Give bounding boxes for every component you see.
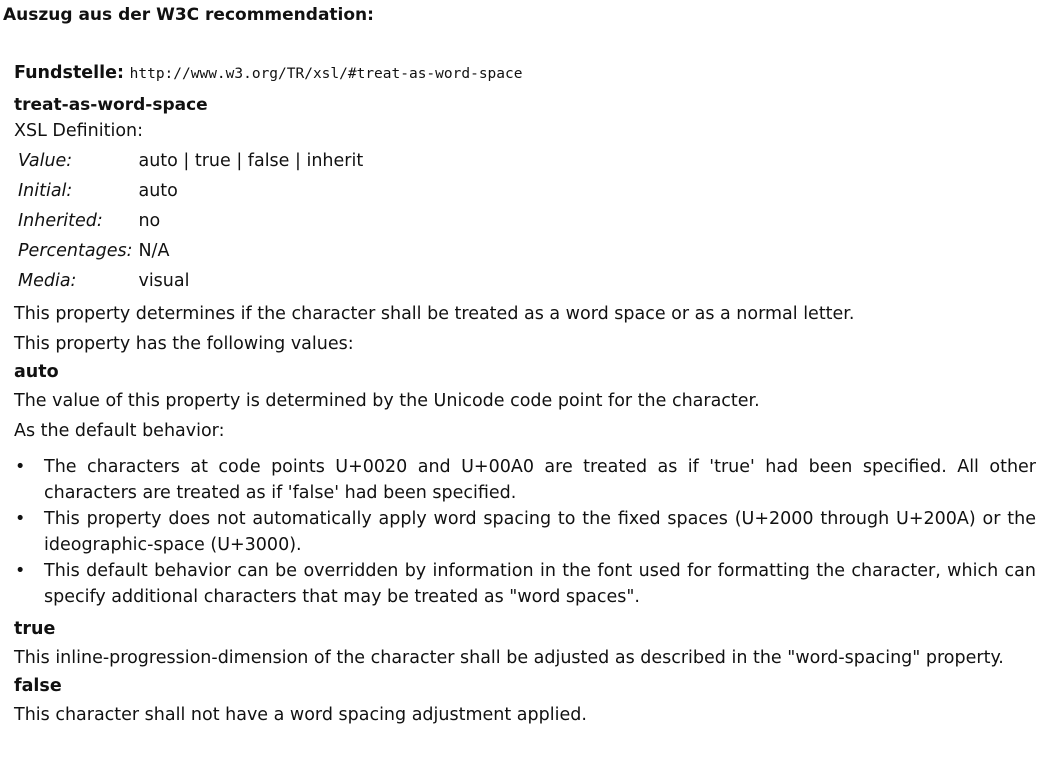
bullet-icon: • — [15, 561, 26, 581]
list-item — [15, 454, 1036, 506]
true-description: This inline-progression-dimension of the character shall be adjusted as described in the "word-spacing" property. — [14, 648, 1004, 668]
default-behavior-intro: As the default behavior: — [14, 421, 225, 441]
definition-row-percentages — [16, 236, 367, 266]
page-heading: Auszug aus der W3C recommendation: — [3, 5, 374, 25]
definition-value: auto | true | false | inherit — [138, 151, 364, 171]
definition-row-media — [16, 266, 367, 296]
value-term-false: false — [14, 676, 62, 696]
source-label: Fundstelle: — [14, 63, 125, 83]
document-content — [14, 60, 1036, 730]
default-behavior-list — [14, 454, 1036, 610]
definition-key: Initial: — [18, 181, 73, 201]
list-item — [15, 558, 1036, 610]
false-description: This character shall not have a word spacing adjustment applied. — [14, 705, 587, 725]
definition-row-inherited — [16, 206, 367, 236]
definition-key: Value: — [18, 151, 73, 171]
definition-value: auto — [138, 181, 178, 201]
definition-value: N/A — [138, 241, 170, 261]
source-reference — [14, 60, 1036, 86]
property-description: This property determines if the character shall be treated as a word space or as a normal letter. — [14, 304, 855, 324]
source-url: http://www.w3.org/TR/xsl/#treat-as-word-space — [129, 66, 523, 82]
definition-value: no — [138, 211, 161, 231]
definition-key: Media: — [18, 271, 77, 291]
definition-value: visual — [138, 271, 190, 291]
list-item-text: This default behavior can be overridden by information in the font used for formatting the character, which can specify additional characters that may be treated as "word spaces". — [44, 561, 1036, 607]
values-intro: This property has the following values: — [14, 334, 354, 354]
definition-row-value — [16, 146, 367, 176]
definition-key: Percentages: — [18, 241, 133, 261]
value-term-auto: auto — [14, 362, 59, 382]
bullet-icon: • — [15, 457, 26, 477]
list-item — [15, 506, 1036, 558]
xsl-definition-label: XSL Definition: — [14, 121, 144, 141]
list-item-text: This property does not automatically apply word spacing to the fixed spaces (U+2000 through U+200A) or the ideographic-space (U+3000). — [44, 509, 1036, 555]
bullet-icon: • — [15, 509, 26, 529]
auto-description: The value of this property is determined by the Unicode code point for the character. — [14, 391, 760, 411]
list-item-text: The characters at code points U+0020 and U+00A0 are treated as if 'true' had been specified. All other characters are treated as if 'false' had been specified. — [44, 457, 1036, 503]
value-term-true: true — [14, 619, 56, 639]
definition-table — [16, 146, 367, 296]
property-name: treat-as-word-space — [14, 95, 208, 115]
definition-row-initial — [16, 176, 367, 206]
definition-key: Inherited: — [18, 211, 103, 231]
